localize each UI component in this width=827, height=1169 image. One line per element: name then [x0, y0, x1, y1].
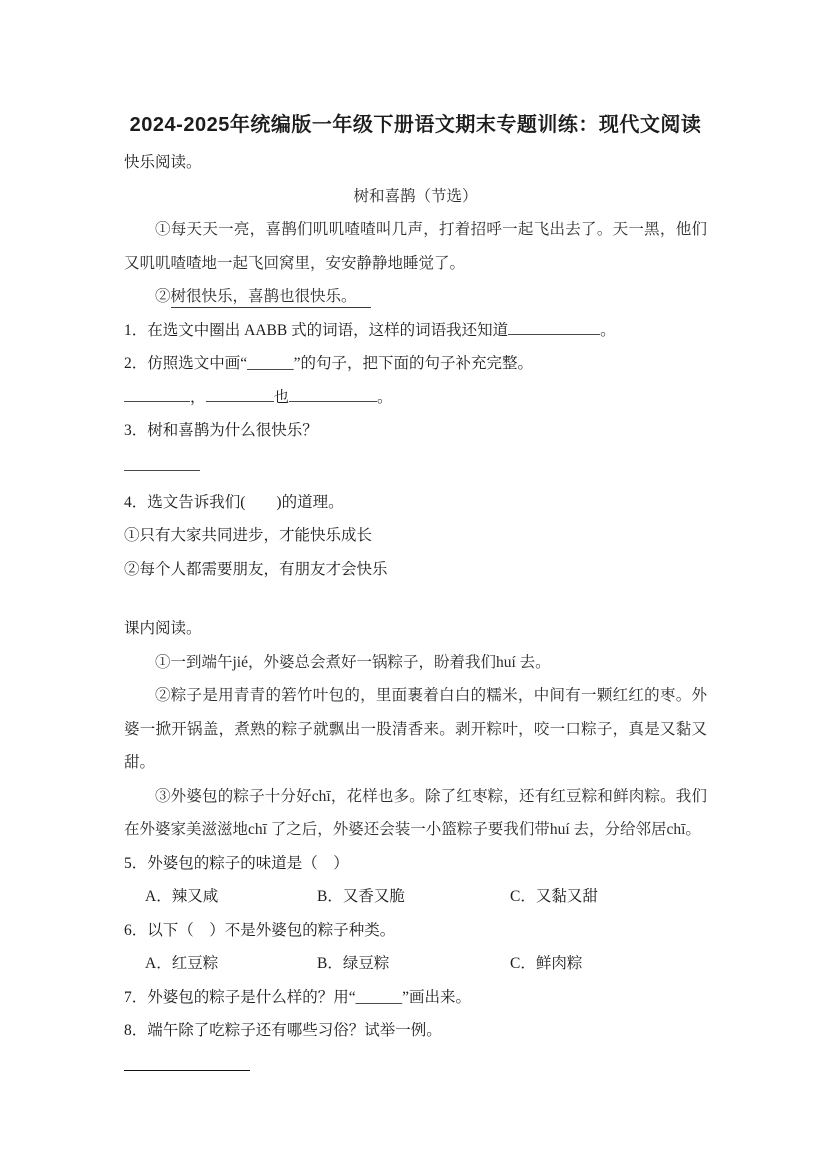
section1-intro: 快乐阅读。 — [124, 154, 202, 171]
passage2-paragraph-2: ②粽子是用青青的箬竹叶包的，里面裹着白白的糯米，中间有一颗红红的枣。外婆一掀开锅盖，煮熟的粽子就飘出一股清香来。剥开粽叶，咬一口粽子，真是又黏又甜。 — [124, 687, 707, 771]
fill-period: 。 — [377, 388, 393, 406]
passage1-paragraph-1: ①每天天一亮，喜鹊们叽叽喳喳叫几声，打着招呼一起飞出去了。天一黑，他们又叽叽喳喳地一起飞回窝里，安安静静地睡觉了。 — [124, 221, 707, 272]
answer-blank[interactable] — [206, 386, 274, 402]
question-4-option-2: ②每个人都需要朋友，有朋友才会快乐 — [124, 560, 388, 578]
passage1-title: 树和喜鹊（节选） — [353, 187, 478, 205]
question-1-text: 1．在选文中圈出 AABB 式的词语，这样的词语我还知道 — [124, 321, 509, 339]
passage2-paragraph-3: ③外婆包的粽子十分好chī，花样也多。除了红枣粽，还有红豆粽和鲜肉粽。我们在外婆家美滋滋地chī 了之后，外婆还会装一小篮粽子要我们带huí 去，分给邻居chī。 — [124, 787, 707, 838]
question-1-period: 。 — [600, 321, 616, 339]
question-1 — [124, 314, 707, 348]
question-5: 5．外婆包的粽子的味道是（ ） — [124, 854, 349, 872]
question-6: 6．以下（ ）不是外婆包的粽子种类。 — [124, 921, 396, 939]
question-3-answer-line — [124, 448, 707, 486]
fill-comma: ， — [190, 388, 206, 406]
question-5-options — [124, 880, 707, 914]
page-title: 2024-2025年统编版一年级下册语文期末专题训练：现代文阅读 — [129, 114, 702, 136]
question-8: 8．端午除了吃粽子还有哪些习俗？试举一例。 — [124, 1022, 442, 1039]
question-6-option-b: B．绿豆粽 — [317, 955, 390, 972]
question-5-option-c: C．又黏又甜 — [510, 888, 598, 905]
question-7: 7．外婆包的粽子是什么样的？用“______”画出来。 — [124, 988, 472, 1006]
question-4-option-1: ①只有大家共同进步，才能快乐成长 — [124, 527, 373, 544]
underlined-sentence: 树很快乐，喜鹊也很快乐。 — [171, 288, 371, 308]
question-2: 2．仿照选文中画“______”的句子，把下面的句子补充完整。 — [124, 355, 534, 372]
question-5-option-b: B．又香又脆 — [317, 888, 405, 905]
question-3: 3．树和喜鹊为什么很快乐？ — [124, 422, 318, 439]
question-4: 4．选文告诉我们( )的道理。 — [124, 493, 344, 511]
answer-blank[interactable] — [124, 386, 190, 402]
question-6-option-c: C．鲜肉粽 — [510, 955, 583, 972]
question-5-option-a: A．辣又咸 — [145, 888, 219, 905]
answer-blank[interactable] — [124, 1055, 250, 1071]
paragraph-marker: ② — [155, 288, 171, 305]
question-2-fill-line — [124, 381, 707, 415]
passage2-paragraph-1: ①一到端午jié，外婆总会煮好一锅粽子，盼着我们huí 去。 — [155, 653, 551, 671]
question-6-option-a: A．红豆粽 — [145, 955, 219, 972]
section2-intro: 课内阅读。 — [124, 620, 202, 637]
fill-ye-char: 也 — [273, 388, 290, 406]
answer-blank[interactable] — [508, 319, 600, 335]
answer-blank[interactable] — [289, 386, 377, 402]
passage1-paragraph-2 — [124, 280, 707, 314]
question-6-options — [124, 947, 707, 981]
question-8-answer-line — [124, 1048, 707, 1086]
answer-blank[interactable] — [124, 455, 200, 471]
